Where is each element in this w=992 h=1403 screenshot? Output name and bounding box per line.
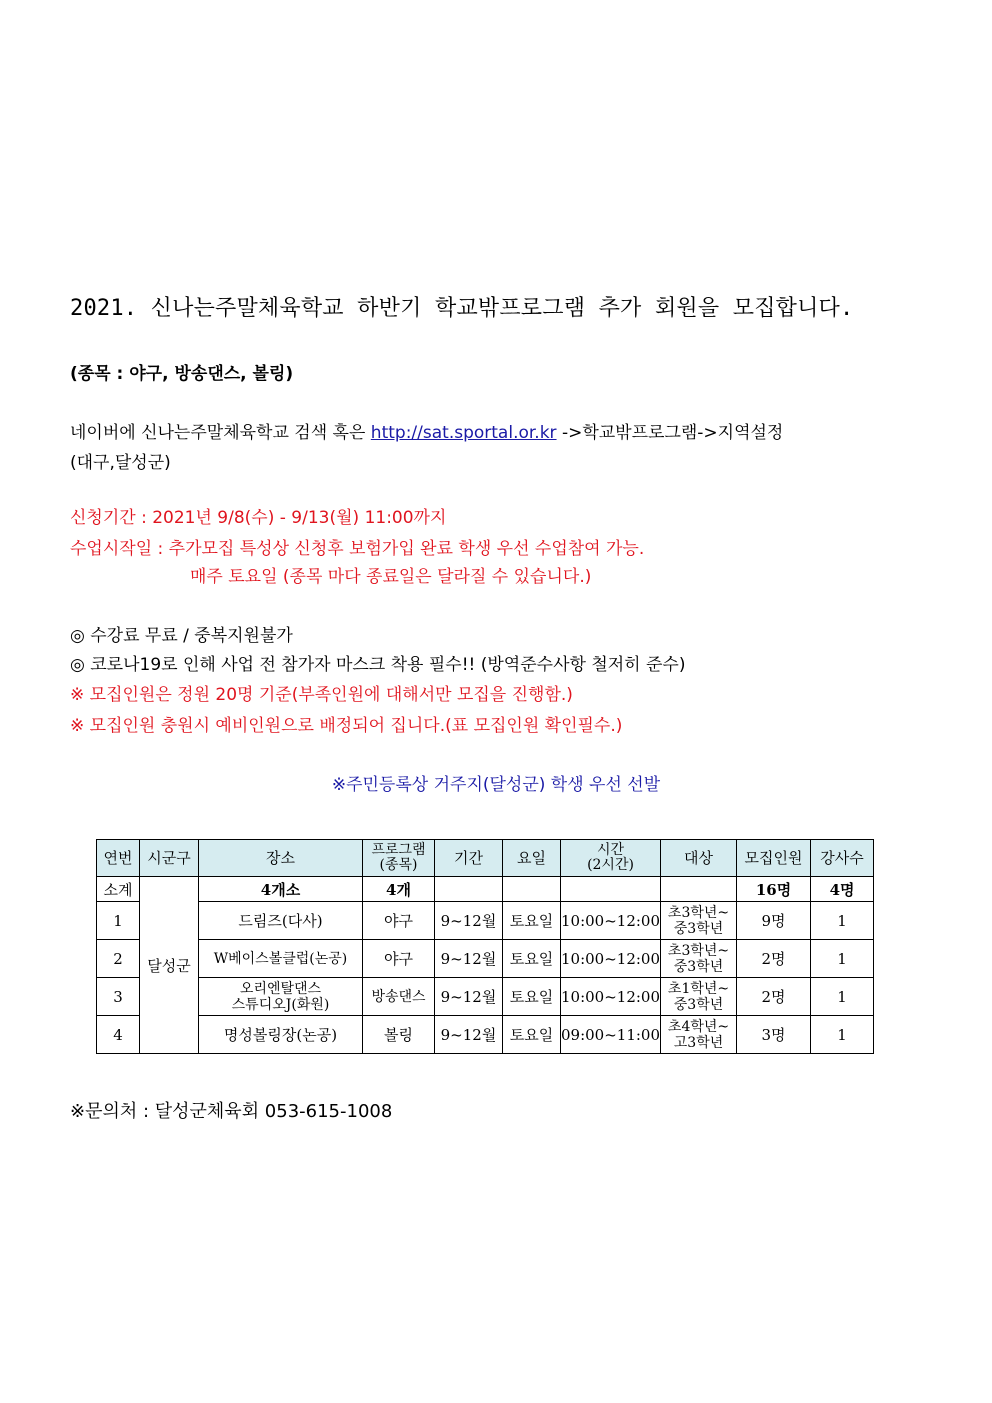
subtotal-empty bbox=[661, 877, 737, 902]
row-no: 1 bbox=[97, 902, 140, 940]
row-time: 09:00~11:00 bbox=[561, 1016, 661, 1054]
row-day: 토요일 bbox=[503, 902, 561, 940]
table-row bbox=[97, 978, 874, 1016]
subtotal-empty bbox=[503, 877, 561, 902]
row-target: 초1학년~ 중3학년 bbox=[661, 978, 737, 1016]
row-target: 초3학년~ 중3학년 bbox=[661, 902, 737, 940]
instructions-prefix: 네이버에 신나는주말체육학교 검색 혹은 bbox=[70, 423, 371, 443]
header-district: 시군구 bbox=[140, 840, 199, 877]
schedule-table bbox=[96, 839, 874, 1054]
header-no: 연번 bbox=[97, 840, 140, 877]
subtotal-recruit: 16명 bbox=[737, 877, 811, 902]
instructions-suffix: ->학교밖프로그램->지역설정 bbox=[556, 423, 784, 443]
row-instructors: 1 bbox=[811, 978, 874, 1016]
header-instructors: 강사수 bbox=[811, 840, 874, 877]
subtotal-row bbox=[97, 877, 874, 902]
row-period: 9~12월 bbox=[435, 978, 503, 1016]
row-period: 9~12월 bbox=[435, 902, 503, 940]
row-place: W베이스볼클럽(논공) bbox=[199, 940, 363, 978]
note-mask: ◎ 코로나19로 인해 사업 전 참가자 마스크 착용 필수!! (방역준수사항 철저히 준수) bbox=[70, 655, 686, 675]
row-recruit: 2명 bbox=[737, 978, 811, 1016]
subtotal-program: 4개 bbox=[363, 877, 435, 902]
subtotal-label: 소계 bbox=[97, 877, 140, 902]
row-recruit: 9명 bbox=[737, 902, 811, 940]
note-fee: ◎ 수강료 무료 / 중복지원불가 bbox=[70, 626, 293, 646]
row-recruit: 3명 bbox=[737, 1016, 811, 1054]
row-target: 초4학년~ 고3학년 bbox=[661, 1016, 737, 1054]
row-place: 드림즈(다사) bbox=[199, 902, 363, 940]
row-time: 10:00~12:00 bbox=[561, 902, 661, 940]
application-period: 신청기간 : 2021년 9/8(수) - 9/13(월) 11:00까지 bbox=[70, 508, 447, 528]
header-program: 프로그램 (종목) bbox=[363, 840, 435, 877]
row-program: 야구 bbox=[363, 902, 435, 940]
row-no: 4 bbox=[97, 1016, 140, 1054]
contact-info: ※문의처 : 달성군체육회 053-615-1008 bbox=[70, 1101, 393, 1122]
row-instructors: 1 bbox=[811, 940, 874, 978]
row-period: 9~12월 bbox=[435, 940, 503, 978]
priority-note: ※주민등록상 거주지(달성군) 학생 우선 선발 bbox=[331, 775, 661, 795]
header-day: 요일 bbox=[503, 840, 561, 877]
class-start-date: 수업시작일 : 추가모집 특성상 신청후 보험가입 완료 학생 우선 수업참여 가능. bbox=[70, 539, 645, 559]
table-header-row bbox=[97, 840, 874, 877]
header-target: 대상 bbox=[661, 840, 737, 877]
row-day: 토요일 bbox=[503, 978, 561, 1016]
row-time: 10:00~12:00 bbox=[561, 940, 661, 978]
subtotal-empty bbox=[435, 877, 503, 902]
row-instructors: 1 bbox=[811, 902, 874, 940]
row-period: 9~12월 bbox=[435, 1016, 503, 1054]
subtotal-instructors: 4명 bbox=[811, 877, 874, 902]
row-day: 토요일 bbox=[503, 1016, 561, 1054]
table-row bbox=[97, 940, 874, 978]
weekly-schedule: 매주 토요일 (종목 마다 종료일은 달라질 수 있습니다.) bbox=[190, 567, 592, 587]
row-program: 방송댄스 bbox=[363, 978, 435, 1016]
table-row bbox=[97, 902, 874, 940]
table-row bbox=[97, 1016, 874, 1054]
header-time: 시간 (2시간) bbox=[561, 840, 661, 877]
row-instructors: 1 bbox=[811, 1016, 874, 1054]
row-no: 3 bbox=[97, 978, 140, 1016]
sportal-link[interactable]: http://sat.sportal.or.kr bbox=[370, 423, 557, 443]
row-day: 토요일 bbox=[503, 940, 561, 978]
row-place: 명성볼링장(논공) bbox=[199, 1016, 363, 1054]
note-waitlist: ※ 모집인원 충원시 예비인원으로 배정되어 집니다.(표 모집인원 확인필수.) bbox=[70, 716, 623, 736]
district-cell: 달성군 bbox=[140, 877, 199, 1054]
row-place: 오리엔탈댄스 스튜디오J(화원) bbox=[199, 978, 363, 1016]
page-title: 2021. 신나는주말체육학교 하반기 학교밖프로그램 추가 회원을 모집합니다. bbox=[70, 296, 854, 321]
note-capacity: ※ 모집인원은 정원 20명 기준(부족인원에 대해서만 모집을 진행함.) bbox=[70, 685, 573, 705]
row-recruit: 2명 bbox=[737, 940, 811, 978]
row-no: 2 bbox=[97, 940, 140, 978]
region-text: (대구,달성군) bbox=[70, 453, 171, 473]
header-period: 기간 bbox=[435, 840, 503, 877]
search-instructions bbox=[70, 418, 783, 443]
row-time: 10:00~12:00 bbox=[561, 978, 661, 1016]
header-recruit: 모집인원 bbox=[737, 840, 811, 877]
sports-subtitle: (종목 : 야구, 방송댄스, 볼링) bbox=[70, 364, 294, 384]
row-program: 야구 bbox=[363, 940, 435, 978]
header-place: 장소 bbox=[199, 840, 363, 877]
subtotal-place: 4개소 bbox=[199, 877, 363, 902]
row-program: 볼링 bbox=[363, 1016, 435, 1054]
subtotal-empty bbox=[561, 877, 661, 902]
row-target: 초3학년~ 중3학년 bbox=[661, 940, 737, 978]
